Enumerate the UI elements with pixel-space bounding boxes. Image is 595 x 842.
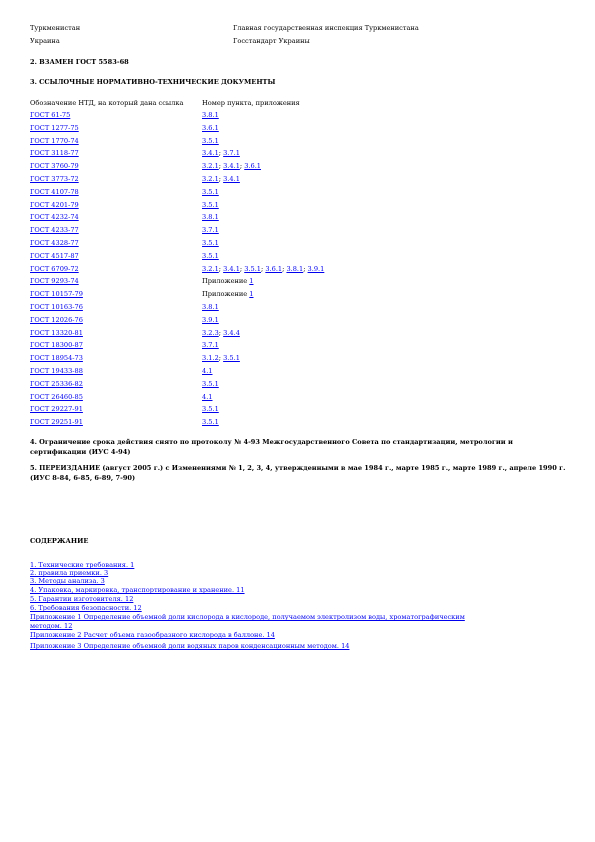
ref-clause-text: ; — [218, 162, 224, 171]
ref-clause-link[interactable]: 3.8.1 — [202, 303, 219, 311]
ref-clause-link[interactable]: 3.5.1 — [202, 379, 219, 388]
ref-clause-text: Приложение — [202, 277, 250, 286]
ref-doc-link[interactable]: ГОСТ 4233-77 — [30, 226, 79, 235]
ref-clause-link[interactable]: 3.5.1 — [202, 200, 219, 209]
ref-clause-link[interactable]: 3.9.1 — [307, 264, 325, 273]
ref-clause-cell — [202, 226, 219, 234]
section-5-text: 5. ПЕРЕИЗДАНИЕ (август 2005 г.) с Изменениями № 1, 2, 3, 4, утвержденными в мае 1984 г., марте 1985 г., марте 1989 г., апреле 1990 г. (ИУС 8-84, 6-85, 6-89, 7-90) — [30, 464, 566, 482]
ref-clause-link[interactable]: 3.7.1 — [202, 341, 219, 350]
ref-clause-text: ; — [239, 162, 245, 171]
ref-clause-cell — [202, 239, 219, 247]
ref-clause-link[interactable]: 3.8.1 — [286, 264, 304, 273]
ref-clause-text: ; — [239, 264, 245, 273]
ref-doc-link[interactable]: ГОСТ 4517-87 — [30, 251, 79, 260]
ref-clause-link[interactable]: 3.8.1 — [202, 111, 219, 119]
ref-clause-link[interactable]: 3.2.1 — [202, 162, 219, 171]
ref-doc-link[interactable]: ГОСТ 3773-72 — [30, 175, 79, 183]
ref-doc-link[interactable]: ГОСТ 1277-75 — [30, 123, 79, 132]
ref-doc-link[interactable]: ГОСТ 4232-74 — [30, 213, 79, 222]
ref-clause-cell — [202, 354, 240, 362]
ref-doc-link[interactable]: ГОСТ 12026-76 — [30, 315, 83, 324]
ref-clause-cell — [202, 277, 253, 285]
ref-clause-link[interactable]: 3.8.1 — [202, 213, 219, 222]
ref-clause-link[interactable]: 3.6.1 — [265, 264, 283, 273]
ref-clause-cell — [202, 393, 213, 401]
section-3-heading: 3. ССЫЛОЧНЫЕ НОРМАТИВНО-ТЕХНИЧЕСКИЕ ДОКУМЕНТЫ — [30, 78, 276, 86]
ref-clause-cell — [202, 149, 240, 157]
toc-link[interactable]: 2. правила приемки. 3 — [30, 569, 109, 577]
ref-clause-cell — [202, 303, 219, 311]
ref-clause-text: ; — [261, 264, 266, 273]
toc-link[interactable]: Приложение 3 Определение объемной доли водяных паров конденсационным методом. 14 — [30, 642, 350, 650]
ref-clause-link[interactable]: 3.5.1 — [202, 187, 219, 196]
refs-header-clause: Номер пункта, приложения — [202, 99, 300, 107]
top-table-body-1: Госстандарт Украины — [233, 37, 310, 45]
ref-clause-link[interactable]: 3.4.1 — [223, 264, 240, 273]
toc-link[interactable]: 4. Упаковка, маркировка, транспортирование и хранение. 11 — [30, 586, 245, 594]
ref-doc-link[interactable]: ГОСТ 61-75 — [30, 111, 71, 119]
ref-doc-link[interactable]: ГОСТ 29227-91 — [30, 405, 83, 414]
ref-clause-link[interactable]: 3.2.1 — [202, 264, 219, 273]
ref-clause-cell — [202, 111, 219, 119]
toc-link[interactable]: Приложение 2 Расчет объема газообразного кислорода в баллоне. 14 — [30, 631, 275, 639]
ref-doc-link[interactable]: ГОСТ 6709-72 — [30, 264, 79, 273]
ref-doc-link[interactable]: ГОСТ 10163-76 — [30, 303, 83, 311]
section-2-heading: 2. ВЗАМЕН ГОСТ 5583-68 — [30, 58, 129, 66]
ref-clause-cell — [202, 316, 219, 324]
ref-clause-cell — [202, 137, 219, 145]
ref-doc-link[interactable]: ГОСТ 18954-73 — [30, 354, 83, 363]
ref-clause-cell — [202, 201, 219, 209]
ref-clause-link[interactable]: 3.5.1 — [202, 239, 219, 247]
ref-clause-cell — [202, 290, 253, 298]
ref-clause-text: ; — [218, 264, 224, 273]
ref-doc-link[interactable]: ГОСТ 18300-87 — [30, 341, 83, 350]
ref-doc-link[interactable]: ГОСТ 25336-82 — [30, 379, 83, 388]
ref-clause-link[interactable]: 3.7.1 — [202, 226, 219, 235]
ref-clause-cell — [202, 367, 213, 375]
ref-clause-link[interactable]: 3.4.1 — [223, 175, 240, 183]
ref-clause-cell — [202, 329, 240, 337]
ref-clause-cell — [202, 162, 261, 170]
ref-clause-link[interactable]: 3.5.1 — [202, 136, 219, 145]
ref-clause-text: ; — [218, 354, 224, 363]
ref-clause-cell — [202, 341, 219, 349]
toc-link[interactable]: 6. Требования безопасности. 12 — [30, 604, 142, 612]
toc-link[interactable]: Приложение 1 Определение объемной доли кислорода в кислороде, получаемом электролизом воды, хроматографическим — [30, 613, 465, 621]
ref-clause-cell — [202, 380, 219, 388]
ref-clause-link[interactable]: 3.7.1 — [223, 149, 240, 158]
ref-clause-cell — [202, 188, 219, 196]
ref-clause-text: ; — [218, 328, 224, 337]
toc-link[interactable]: 1. Технические требования. 1 — [30, 561, 135, 569]
toc-link[interactable]: методом. 12 — [30, 622, 73, 630]
top-table-body-0: Главная государственная инспекция Туркменистана — [233, 24, 419, 32]
ref-clause-text: ; — [282, 264, 287, 273]
ref-doc-link[interactable]: ГОСТ 3118-77 — [30, 149, 79, 158]
ref-doc-link[interactable]: ГОСТ 4328-77 — [30, 239, 79, 247]
ref-clause-link[interactable]: 3.4.1 — [202, 149, 219, 158]
ref-clause-link[interactable]: 3.5.1 — [223, 354, 240, 363]
ref-doc-link[interactable]: ГОСТ 19433-88 — [30, 367, 83, 375]
ref-clause-text: ; — [218, 175, 224, 183]
ref-clause-text: ; — [218, 149, 224, 158]
ref-clause-cell — [202, 175, 240, 183]
ref-doc-link[interactable]: ГОСТ 10157-79 — [30, 290, 83, 299]
ref-clause-text: ; — [303, 264, 308, 273]
ref-clause-link[interactable]: 3.5.1 — [244, 264, 261, 273]
ref-clause-cell — [202, 265, 324, 273]
toc-link[interactable]: 5. Гарантии изготовителя. 12 — [30, 595, 134, 603]
ref-clause-link[interactable]: 3.4.1 — [223, 162, 240, 171]
ref-clause-cell — [202, 124, 219, 132]
ref-clause-link[interactable]: 3.6.1 — [244, 162, 261, 171]
ref-clause-link[interactable]: 4.1 — [202, 392, 213, 401]
section-4-text: 4. Ограничение срока действия снято по протоколу № 4-93 Межгосударственного Совета по стандартизации, метрологии и сертификации (ИУС 4-94) — [30, 438, 513, 456]
ref-clause-cell — [202, 405, 219, 413]
ref-doc-link[interactable]: ГОСТ 9293-74 — [30, 277, 79, 286]
refs-header-doc: Обозначение НТД, на который дана ссылка — [30, 99, 184, 107]
ref-clause-link[interactable]: 3.5.1 — [202, 251, 219, 260]
ref-clause-link[interactable]: 3.2.1 — [202, 175, 219, 183]
ref-clause-link[interactable]: 3.1.2 — [202, 354, 219, 363]
ref-clause-text: Приложение — [202, 290, 250, 299]
top-table-country-0: Туркменистан — [30, 24, 81, 32]
toc-link[interactable]: 3. Методы анализа. 3 — [30, 577, 105, 585]
ref-clause-link[interactable]: 1 — [249, 290, 254, 299]
ref-doc-link[interactable]: ГОСТ 29251-91 — [30, 418, 83, 427]
ref-clause-link[interactable]: 3.5.1 — [202, 418, 219, 427]
ref-clause-link[interactable]: 3.9.1 — [202, 315, 219, 324]
ref-clause-link[interactable]: 3.2.3 — [202, 328, 219, 337]
ref-doc-link[interactable]: ГОСТ 13320-81 — [30, 328, 83, 337]
toc-title: СОДЕРЖАНИЕ — [30, 537, 89, 545]
top-table-country-1: Украина — [30, 37, 60, 45]
ref-clause-link[interactable]: 4.1 — [202, 367, 213, 375]
ref-doc-link[interactable]: ГОСТ 4201-79 — [30, 200, 79, 209]
ref-doc-link[interactable]: ГОСТ 3760-79 — [30, 162, 79, 171]
ref-clause-link[interactable]: 3.5.1 — [202, 405, 219, 414]
ref-clause-link[interactable]: 1 — [249, 277, 254, 286]
ref-clause-cell — [202, 252, 219, 260]
ref-doc-link[interactable]: ГОСТ 26460-85 — [30, 392, 83, 401]
ref-doc-link[interactable]: ГОСТ 1770-74 — [30, 136, 79, 145]
ref-doc-link[interactable]: ГОСТ 4107-78 — [30, 187, 79, 196]
ref-clause-link[interactable]: 3.6.1 — [202, 123, 219, 132]
ref-clause-cell — [202, 213, 219, 221]
ref-clause-link[interactable]: 3.4.4 — [223, 328, 240, 337]
ref-clause-cell — [202, 418, 219, 426]
